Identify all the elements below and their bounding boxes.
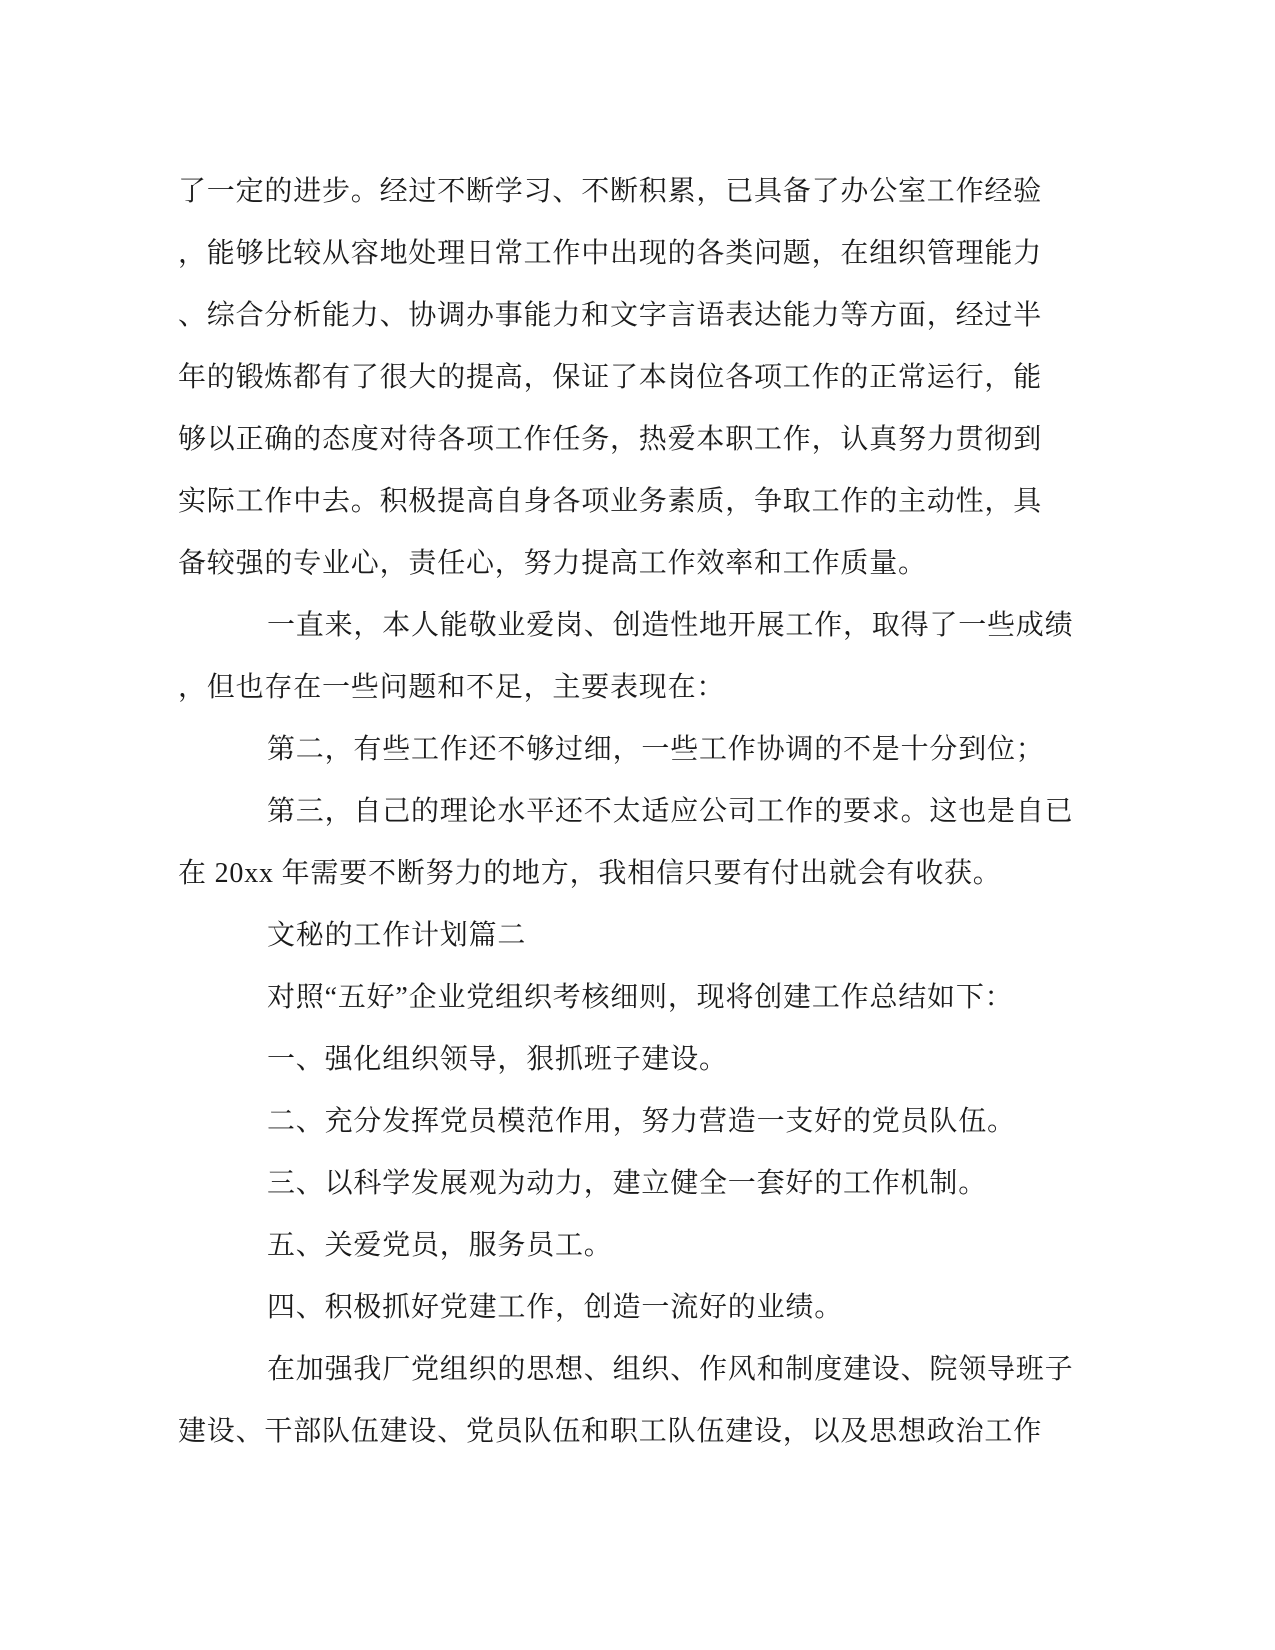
text-line: 在 20xx 年需要不断努力的地方，我相信只要有付出就会有收获。 (178, 858, 1002, 889)
text-line: 对照“五好”企业党组织考核细则，现将创建工作总结如下： (267, 982, 1014, 1013)
text-line: 够以正确的态度对待各项工作任务，热爱本职工作，认真努力贯彻到 (178, 424, 1043, 455)
text-line: 三、以科学发展观为动力，建立健全一套好的工作机制。 (267, 1168, 988, 1199)
text-line: 备较强的专业心，责任心，努力提高工作效率和工作质量。 (178, 548, 927, 579)
text-line: 年的锻炼都有了很大的提高，保证了本岗位各项工作的正常运行，能 (178, 362, 1043, 393)
text-line: 一直来，本人能敬业爱岗、创造性地开展工作，取得了一些成绩 (267, 610, 1074, 641)
text-line: 五、关爱党员，服务员工。 (267, 1230, 613, 1261)
text-line: 第二，有些工作还不够过细，一些工作协调的不是十分到位； (267, 734, 1045, 765)
text-line: 二、充分发挥党员模范作用，努力营造一支好的党员队伍。 (267, 1106, 1016, 1137)
text-line: 实际工作中去。积极提高自身各项业务素质，争取工作的主动性，具 (178, 486, 1043, 517)
text-line: 建设、干部队伍建设、党员队伍和职工队伍建设，以及思想政治工作 (178, 1416, 1043, 1447)
text-line: 、综合分析能力、协调办事能力和文字言语表达能力等方面，经过半 (178, 300, 1043, 331)
text-line: 了一定的进步。经过不断学习、不断积累，已具备了办公室工作经验 (178, 176, 1043, 207)
text-line: 四、积极抓好党建工作，创造一流好的业绩。 (267, 1292, 844, 1323)
text-line: ，能够比较从容地处理日常工作中出现的各类问题，在组织管理能力 (178, 238, 1043, 269)
text-line: 在加强我厂党组织的思想、组织、作风和制度建设、院领导班子 (267, 1354, 1074, 1385)
text-line: 一、强化组织领导，狠抓班子建设。 (267, 1044, 728, 1075)
text-line: ，但也存在一些问题和不足，主要表现在： (178, 672, 726, 703)
document-text-block (178, 161, 1078, 1463)
text-line: 文秘的工作计划篇二 (267, 920, 527, 951)
text-line: 第三，自己的理论水平还不太适应公司工作的要求。这也是自已 (267, 796, 1074, 827)
